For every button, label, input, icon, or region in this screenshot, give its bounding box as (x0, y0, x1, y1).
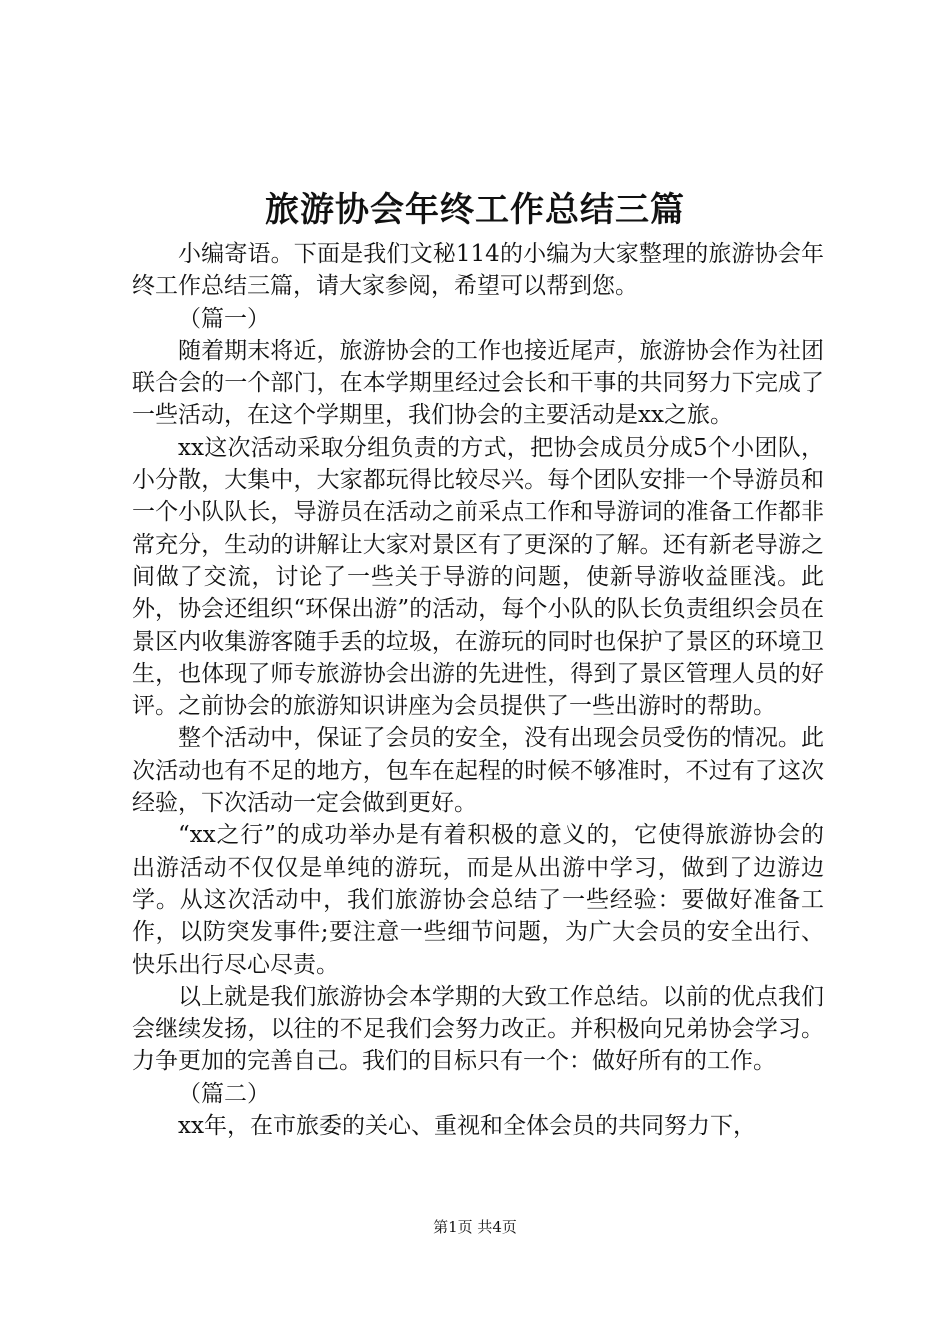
body-paragraph: 整个活动中，保证了会员的安全，没有出现会员受伤的情况。此次活动也有不足的地方，包车在起程的时候不够准时，不过有了这次经验，下次活动一定会做到更好。 (132, 725, 824, 817)
body-paragraph: “xx之行”的成功举办是有着积极的意义的，它使得旅游协会的出游活动不仅仅是单纯的游玩，而是从出游中学习，做到了边游边学。从这次活动中，我们旅游协会总结了一些经验：要做好准备工作，以防突发事件;要注意一些细节问题，为广大会员的安全出行、快乐出行尽心尽责。 (132, 822, 824, 978)
body-paragraph: xx年，在市旅委的关心、重视和全体会员的共同努力下， (178, 1113, 756, 1140)
page-footer: 第1页 共4页 (433, 1218, 517, 1236)
body-paragraph: 随着期末将近，旅游协会的工作也接近尾声，旅游协会作为社团联合会的一个部门，在本学期里经过会长和干事的共同努力下完成了一些活动，在这个学期里，我们协会的主要活动是xx之旅。 (132, 337, 824, 429)
body-paragraph: 以上就是我们旅游协会本学期的大致工作总结。以前的优点我们会继续发扬，以往的不足我们会努力改正。并积极向兄弟协会学习。力争更加的完善自己。我们的目标只有一个：做好所有的工作。 (132, 983, 824, 1075)
document-body (132, 238, 824, 1142)
intro-paragraph: 小编寄语。下面是我们文秘114的小编为大家整理的旅游协会年终工作总结三篇，请大家参阅，希望可以帮到您。 (132, 241, 824, 300)
document-title: 旅游协会年终工作总结三篇 (265, 190, 685, 230)
section-heading-1: （篇一） (178, 305, 270, 332)
section-heading-2: （篇二） (178, 1080, 270, 1107)
body-paragraph: xx这次活动采取分组负责的方式，把协会成员分成5个小团队，小分散，大集中，大家都玩得比较尽兴。每个团队安排一个导游员和一个小队队长，导游员在活动之前采点工作和导游词的准备工作都非常充分，生动的讲解让大家对景区有了更深的了解。还有新老导游之间做了交流，讨论了一些关于导游的问题，使新导游收益匪浅。此外，协会还组织“环保出游”的活动，每个小队的队长负责组织会员在景区内收集游客随手丢的垃圾，在游玩的同时也保护了景区的环境卫生，也体现了师专旅游协会出游的先进性，得到了景区管理人员的好评。之前协会的旅游知识讲座为会员提供了一些出游时的帮助。 (132, 434, 824, 720)
